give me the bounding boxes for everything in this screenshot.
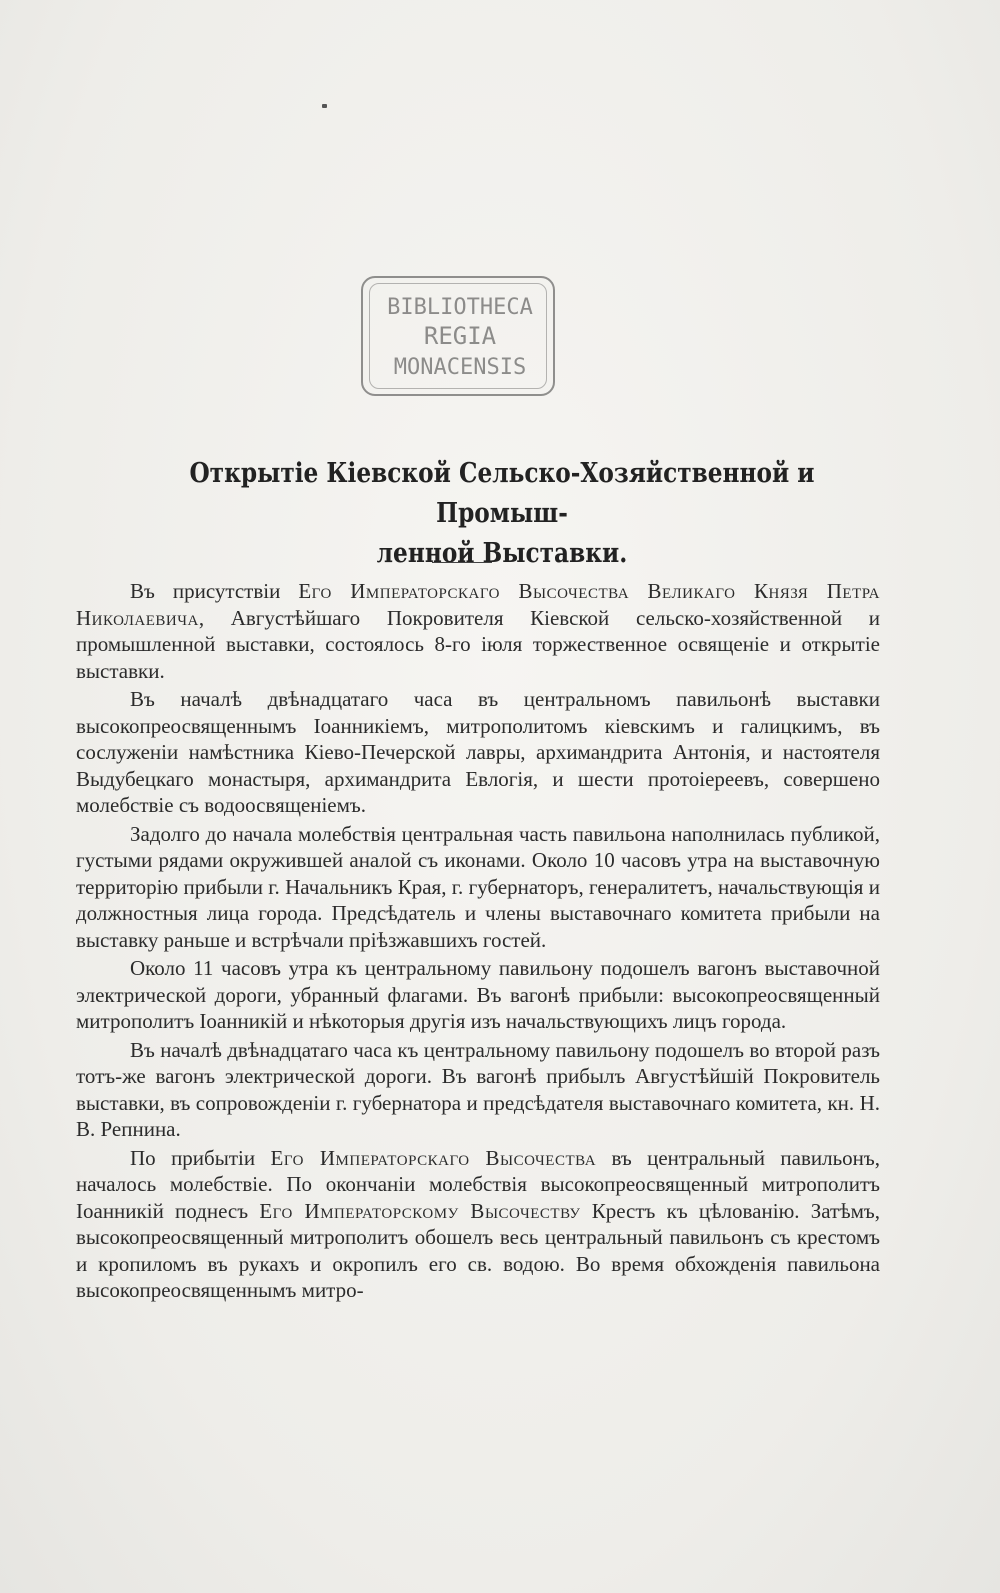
paragraph-1-text-a: Въ присутствіи (130, 579, 299, 603)
stamp-line-2: REGIA (423, 322, 497, 350)
paragraph-6-text-e: Крестъ къ цѣлованію. Затѣмъ, высокопреосвященный митрополитъ обошелъ весь центральный павильонъ съ крестомъ и кропиломъ въ рукахъ и окропилъ его св. водою. Во время обхожденія павильона высокопреосвященнымъ митро- (76, 1198, 881, 1302)
paragraph-1 (76, 578, 880, 684)
stamp-line-1: BIBLIOTHECA (387, 295, 533, 320)
paragraph-1-emphasis: Его Императорскаго Высочества Великаго Князя Петра Николаевича (76, 579, 880, 630)
article-title (132, 454, 872, 574)
stamp-lettering (363, 278, 557, 398)
paragraph-2: Въ началѣ двѣнадцатаго часа въ центральномъ павильонѣ выставки высокопреосвященнымъ Іоанникіемъ, митрополитомъ кіевскимъ и галицкимъ, въ сослуженіи намѣстника Кіево-Печерской лавры, архимандрита Антонія, и настоятеля Выдубецкаго монастыря, архимандрита Евлогія, и шести протоіереевъ, совершено молебствіе съ водоосвященіемъ. (76, 687, 880, 817)
paragraph-4: Около 11 часовъ утра къ центральному павильону подошелъ вагонъ выставочной электрической дороги, убранный флагами. Въ вагонѣ прибыли: высокопреосвященный митрополитъ Іоанникій и нѣкоторыя другія изъ начальствующихъ лицъ города. (76, 956, 880, 1033)
stamp-line-3: MONACENSIS (393, 355, 527, 380)
paragraph-6-text-c: въ центральный павильонъ, началось молебствіе. По окончаніи молебствія высокопреосвященный митрополитъ Іоанникій поднесъ (76, 1145, 880, 1223)
title-line-1: Открытіе Кіевской Сельско-Хозяйственной и Промыш- (189, 458, 815, 529)
library-stamp (361, 276, 555, 396)
article-body (76, 578, 880, 1304)
paragraph-5: Въ началѣ двѣнадцатаго часа къ центральному павильону подошелъ во второй разъ тотъ-же вагонъ электрической дороги. Въ вагонѣ прибылъ Августѣйшій Покровитель выставки, въ сопровожденіи г. губернатора и предсѣдателя выставочнаго комитета, кн. Н. В. Репнина. (76, 1037, 880, 1141)
paragraph-6-emphasis-1: Его Императорскаго Высочества (270, 1145, 597, 1170)
paragraph-6 (76, 1145, 880, 1304)
title-divider (432, 562, 492, 563)
title-line-2: ленной Выставки. (376, 538, 628, 569)
paragraph-6-text-a: По прибытіи (130, 1145, 271, 1170)
paragraph-6-emphasis-2: Его Императорскому Высочеству (259, 1198, 581, 1223)
paragraph-3: Задолго до начала молебствія центральная часть павильона наполнилась публикой, густыми рядами окружившей аналой съ иконами. Около 10 часовъ утра на выставочную территорію прибыли г. Начальникъ Края, г. губернаторъ, генералитетъ, начальствующія и должностныя лица города. Предсѣдатель и члены выставочнаго комитета прибыли на выставку раньше и встрѣчали пріѣзжавшихъ гостей. (76, 821, 880, 952)
paragraph-1-text-c: , Августѣйшаго Покровителя Кіевской сельско-хозяйственной и промышленной выставки, состоялось 8-го іюля торжественное освященіе и открытіе выставки. (76, 605, 880, 683)
ink-speck (322, 104, 327, 108)
